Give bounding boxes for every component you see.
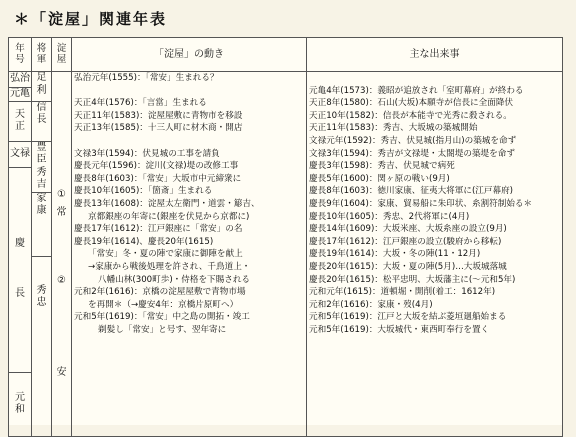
header-nengo: 年 号 <box>9 38 32 72</box>
shogun-ashikaga: 足 利 <box>32 72 52 102</box>
chronology-table <box>8 37 563 437</box>
event-line: 元和2年(1616)：家康・歿(4月) <box>309 299 433 310</box>
yodoya-number-1: ① <box>57 188 66 200</box>
movement-line: 「常安」冬・夏の陣で家康に御陣を献上 <box>88 249 243 260</box>
movement-line: 慶長8年(1603)：「常安」大坂市中元締衆に <box>74 173 242 184</box>
movement-line: 剃髪し「常安」と号す、翌年寄に <box>98 324 227 335</box>
event-line: 慶長14年(1609)：大坂米座、大坂糸座の設立(9月) <box>309 224 507 235</box>
shogun-hideyoshi: 豊 臣 秀 吉 <box>32 141 52 192</box>
movement-line: 慶長10年(1605)：「箇斎」生まれる <box>74 186 213 197</box>
chronology-table-wrapper <box>8 37 562 425</box>
event-line: 慶長20年(1615)：松平忠明、大坂藩主に(～元和5年) <box>309 274 516 285</box>
event-line: 慶長17年(1612)：江戸銀座の設立(駿府から移転) <box>309 236 502 247</box>
header-row <box>9 38 563 72</box>
event-line: 天正10年(1582)：信長が本能寺で光秀に殺される。 <box>309 110 512 121</box>
yodoya-jo: 常 <box>56 206 67 218</box>
movement-line: 慶長元年(1596)：淀川(文禄)堤の改修工事 <box>74 161 239 172</box>
movement-line: 慶長13年(1608)：淀屋太左衛門・道雲・簓吉、 <box>74 198 260 209</box>
movement-line: 慶長19年(1614)、慶長20年(1615) <box>74 236 214 247</box>
era-koji: 弘治 <box>9 72 32 88</box>
movement-line: を再開＊（→慶安4年：京橋片原町へ） <box>88 299 239 310</box>
movement-line: 京都銀座の年寄に(銀座を伏見から京都に) <box>88 211 250 222</box>
movement-column <box>72 72 307 437</box>
event-line: 慶長19年(1614)：大坂・冬の陣(11・12月) <box>309 249 481 260</box>
event-line: 天正8年(1580)：石山(大坂)本願寺が信長に全面降伏 <box>309 98 514 109</box>
event-line: 元亀4年(1573)：義昭が追放され「室町幕府」が終わる <box>309 85 524 96</box>
movement-line: 天正11年(1583)：淀屋屋敷に青物市を移設 <box>74 110 243 121</box>
era-genna: 元 和 <box>9 372 32 436</box>
header-events: 主な出来事 <box>307 38 563 72</box>
event-line: 元和5年(1619)：大坂城代・東西町奉行を置く <box>309 324 490 335</box>
movement-line: 慶長17年(1612)：江戸銀座に「常安」の名 <box>74 224 243 235</box>
yodoya-an: 安 <box>56 366 67 378</box>
header-yodoya: 淀 屋 <box>52 38 72 72</box>
movement-line: 八幡山林(300町歩)・侍格を下賜される <box>98 274 251 285</box>
era-keicho: 慶 長 <box>9 167 32 372</box>
movement-line: 元和5年(1619)：「常安」中之島の開拓・竣工 <box>74 312 250 323</box>
era-genki: 元亀 <box>10 88 30 99</box>
event-line: 慶長10年(1605)：秀忠、2代将軍に(4月) <box>309 211 470 222</box>
shogun-hidetada: 秀 忠 <box>32 256 52 436</box>
event-line: 天正11年(1583)：秀吉、大坂城の築城開始 <box>309 123 478 134</box>
header-movement: 「淀屋」の動き <box>72 38 307 72</box>
event-line: 慶長8年(1603)：徳川家康、征夷大将軍に(江戸幕府) <box>309 186 514 197</box>
shogun-nobunaga: 信 長 <box>32 101 52 141</box>
movement-line: →家康から戦後処理を許され、千鳥道上・ <box>88 261 251 272</box>
row-koji <box>9 72 563 88</box>
movement-line: 元和2年(1616)：京橋の淀屋屋敷で青物市場 <box>74 287 246 298</box>
event-line: 慶長3年(1598)：秀吉、伏見城で病死 <box>309 161 455 172</box>
page-title: ＊「淀屋」関連年表 <box>14 10 168 28</box>
header-shogun: 将 軍 <box>32 38 52 72</box>
era-bunroku: 文禄 <box>9 141 32 167</box>
event-line: 文禄元年(1592)：秀吉、伏見城(指月山)の築城を命ず <box>309 135 517 146</box>
event-line: 元和5年(1619)：江戸と大坂を結ぶ菱垣廻船始まる <box>309 312 507 323</box>
event-line: 慶長9年(1604)：家康、貿易船に朱印状、糸割符制始る＊ <box>309 198 533 209</box>
movement-line: 天正13年(1585)：十三人町に材木商・開店 <box>74 123 243 134</box>
era-tensho: 天 正 <box>9 101 32 141</box>
event-line: 文禄3年(1594)：秀吉が文禄堤・太閤堤の築堤を命ず <box>309 148 515 159</box>
movement-line: 天正4年(1576)：「言當」生まれる <box>74 98 207 109</box>
event-line: 慶長20年(1615)：大坂・夏の陣(5月)…大坂城落城 <box>309 261 507 272</box>
event-line: 慶長5年(1600)：関ヶ原の戦い(9月) <box>309 173 450 184</box>
movement-line: 文禄3年(1594)：伏見城の工事を請負 <box>74 148 220 159</box>
yodoya-column <box>52 72 72 437</box>
movement-line: 弘治元年(1555)：「常安」生まれる？ <box>74 73 219 83</box>
shogun-ieyasu: 家 康 <box>32 192 52 256</box>
yodoya-number-2: ② <box>57 274 66 286</box>
events-column <box>307 72 563 437</box>
event-line: 元和元年(1615)：道頓堀・開削(着工：1612年) <box>309 287 496 298</box>
